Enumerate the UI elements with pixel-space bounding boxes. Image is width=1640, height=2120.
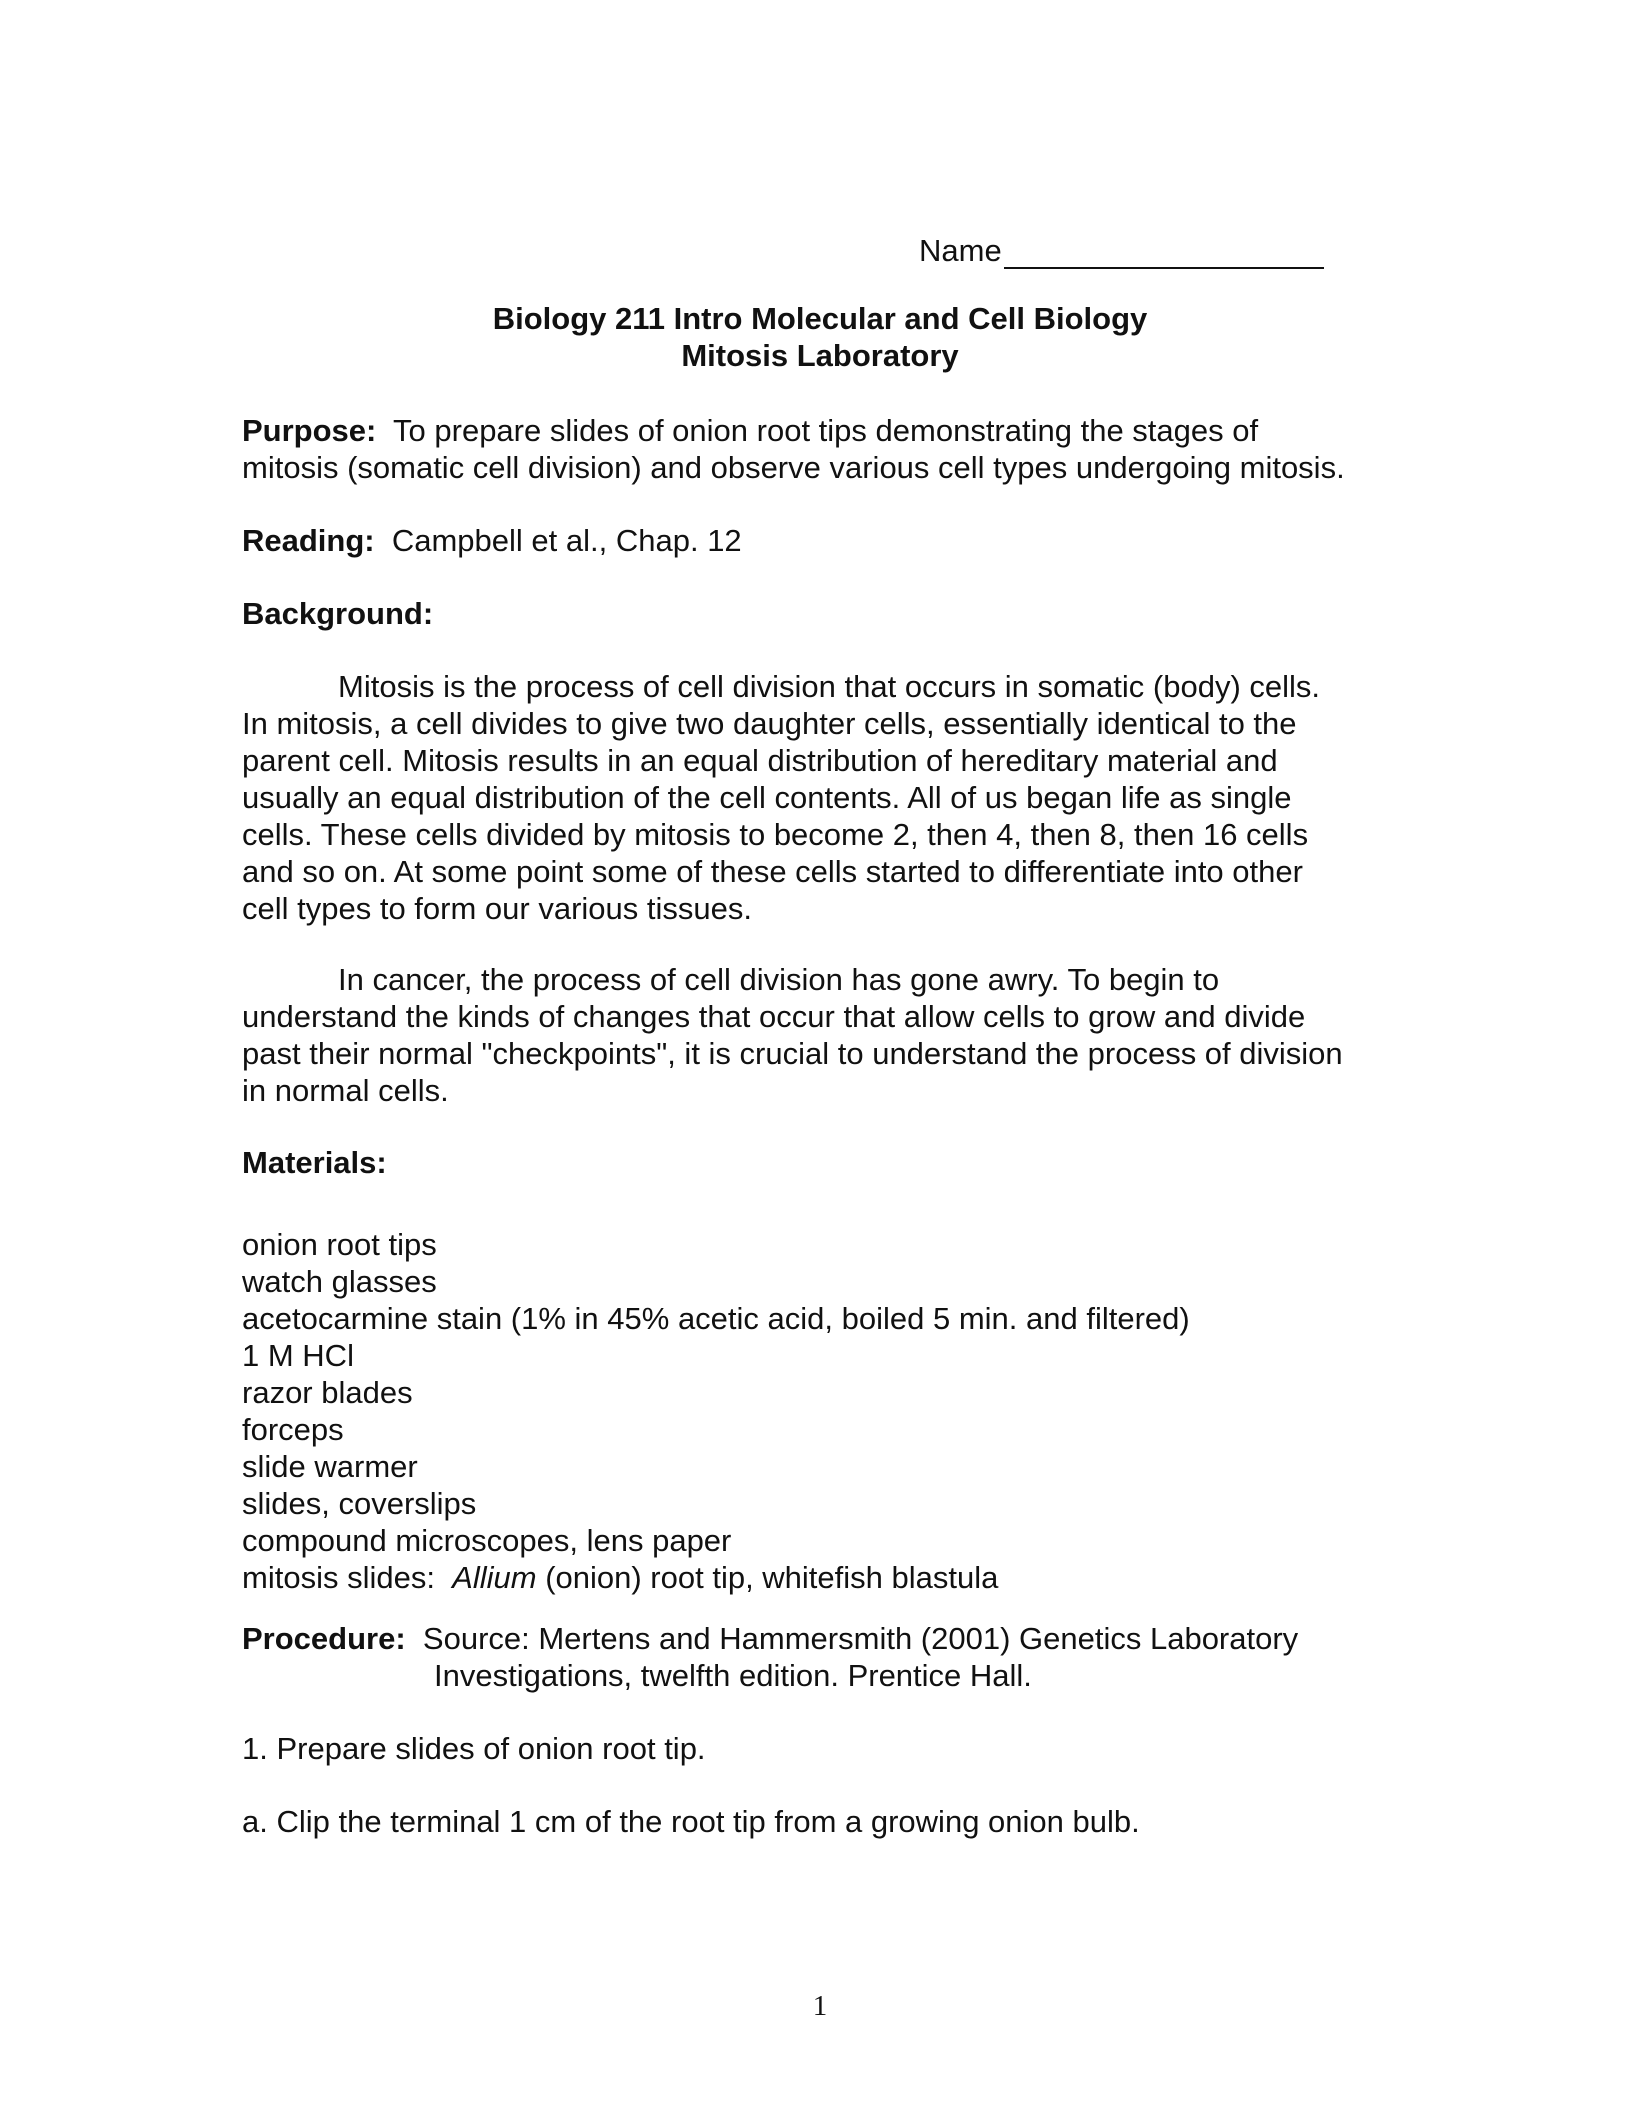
bg1-line: In mitosis, a cell divides to give two daughter cells, essentially identical to the xyxy=(242,706,1297,741)
bg1-line: cells. These cells divided by mitosis to become 2, then 4, then 8, then 16 cells xyxy=(242,817,1309,852)
procedure-source-1: Source: Mertens and Hammersmith (2001) Genetics Laboratory xyxy=(422,1621,1299,1656)
list-item: acetocarmine stain (1% in 45% acetic acid, boiled 5 min. and filtered) xyxy=(242,1301,1190,1336)
background-paragraph-2 xyxy=(242,961,1402,1109)
name-blank-line xyxy=(1004,239,1324,269)
bg2-line: In cancer, the process of cell division has gone awry. To begin to xyxy=(338,962,1220,997)
background-paragraph-1 xyxy=(242,668,1402,927)
document-subtitle: Mitosis Laboratory xyxy=(681,338,959,373)
name-label: Name xyxy=(919,233,1002,268)
purpose-label: Purpose: xyxy=(242,413,377,448)
list-item: watch glasses xyxy=(242,1264,437,1299)
bg1-line: Mitosis is the process of cell division that occurs in somatic (body) cells. xyxy=(338,669,1321,704)
bg2-line: past their normal "checkpoints", it is crucial to understand the process of division xyxy=(242,1036,1343,1071)
purpose-line-1 xyxy=(242,412,1258,449)
procedure-step-1: 1. Prepare slides of onion root tip. xyxy=(242,1731,706,1766)
reading-label: Reading: xyxy=(242,523,375,558)
list-item: forceps xyxy=(242,1412,344,1447)
procedure-line-1 xyxy=(242,1620,1298,1657)
document-title: Biology 211 Intro Molecular and Cell Biology xyxy=(492,301,1148,336)
mitosis-slides-prefix: mitosis slides: xyxy=(242,1560,453,1595)
purpose-line-2: mitosis (somatic cell division) and observe various cell types undergoing mitosis. xyxy=(242,450,1345,485)
bg1-line: cell types to form our various tissues. xyxy=(242,891,752,926)
bg1-line: parent cell. Mitosis results in an equal distribution of hereditary material and xyxy=(242,743,1278,778)
list-item: 1 M HCl xyxy=(242,1338,354,1373)
list-item xyxy=(242,1559,1190,1596)
list-item: onion root tips xyxy=(242,1227,437,1262)
materials-list xyxy=(242,1226,1190,1596)
bg1-line: and so on. At some point some of these cells started to differentiate into other xyxy=(242,854,1303,889)
list-item: slide warmer xyxy=(242,1449,418,1484)
procedure-source-2: Investigations, twelfth edition. Prentice Hall. xyxy=(434,1658,1032,1693)
bg2-line: understand the kinds of changes that occur that allow cells to grow and divide xyxy=(242,999,1306,1034)
bg2-line: in normal cells. xyxy=(242,1073,449,1108)
list-item: slides, coverslips xyxy=(242,1486,477,1521)
mitosis-slides-suffix: (onion) root tip, whitefish blastula xyxy=(536,1560,999,1595)
purpose-text-1: To prepare slides of onion root tips demonstrating the stages of xyxy=(393,413,1259,448)
allium-italic: Allium xyxy=(452,1560,537,1595)
name-field xyxy=(919,233,1324,269)
procedure-label: Procedure: xyxy=(242,1621,406,1656)
list-item: compound microscopes, lens paper xyxy=(242,1523,732,1558)
reading-text: Campbell et al., Chap. 12 xyxy=(391,523,742,558)
reading-line xyxy=(242,522,742,559)
page-number: 1 xyxy=(812,1990,828,2022)
materials-heading: Materials: xyxy=(242,1145,387,1180)
procedure-step-a: a. Clip the terminal 1 cm of the root tip from a growing onion bulb. xyxy=(242,1804,1140,1839)
bg1-line: usually an equal distribution of the cell contents. All of us began life as single xyxy=(242,780,1292,815)
list-item: razor blades xyxy=(242,1375,413,1410)
background-heading: Background: xyxy=(242,596,434,631)
